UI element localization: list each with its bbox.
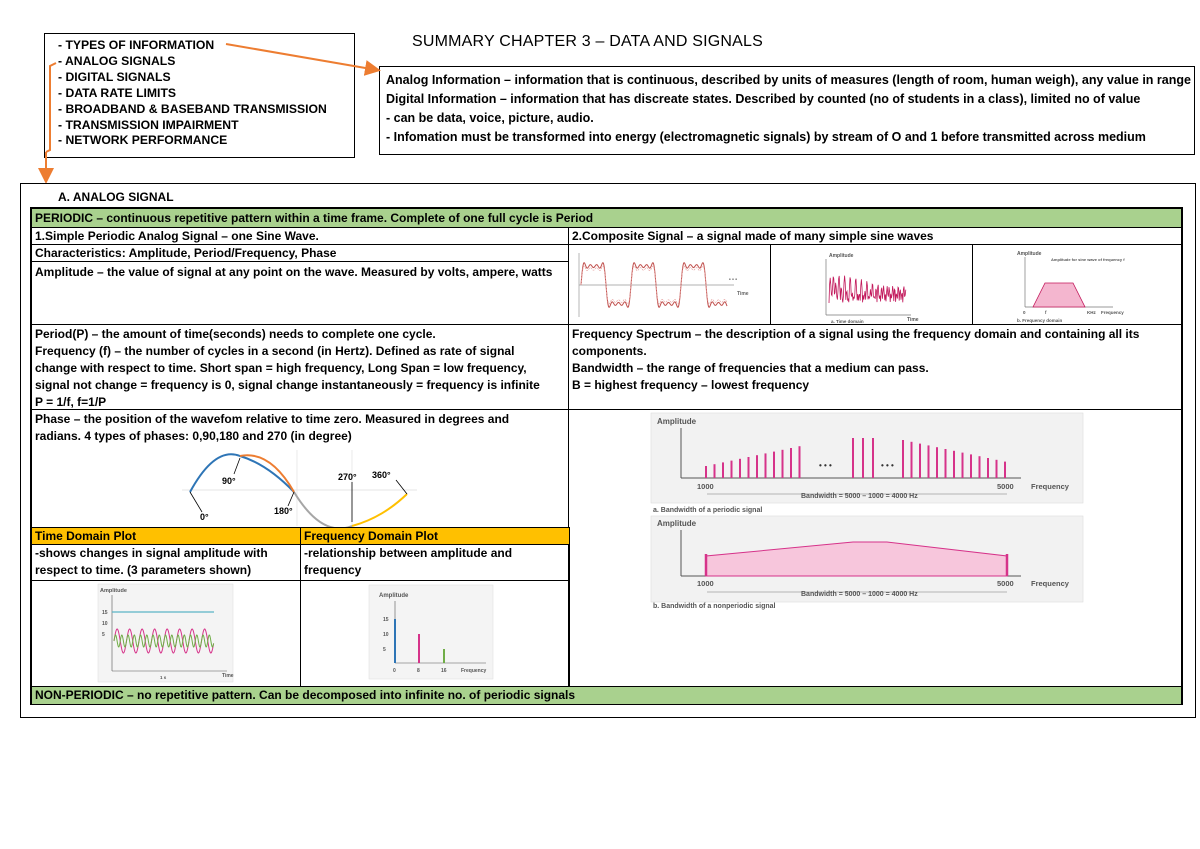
period-frequency-cell xyxy=(31,324,569,410)
dots-label: • • • xyxy=(729,277,738,283)
period-label: 1 s xyxy=(160,675,167,680)
tick: KHz xyxy=(1087,310,1096,315)
bandwidth-periodic-figure xyxy=(651,413,1083,514)
composite-wave-figure xyxy=(568,244,771,325)
amplitude-label: Amplitude xyxy=(100,588,127,594)
time-domain-description: -shows changes in signal amplitude with respect to time. (3 parameters shown) xyxy=(31,544,301,581)
caption: b. Frequency domain xyxy=(1017,318,1063,323)
tick: 15 xyxy=(102,610,108,616)
frequency-domain-description: -relationship between amplitude and frequency xyxy=(300,544,570,581)
dots: • • • xyxy=(819,461,832,470)
section-heading: A. ANALOG SIGNAL xyxy=(58,190,174,204)
bracket-line xyxy=(46,63,56,152)
topic-item: - TYPES OF INFORMATION xyxy=(58,38,215,52)
phase-segment-90-180 xyxy=(240,455,294,492)
text-line: radians. 4 types of phases: 0,90,180 and 270 (in degree) xyxy=(35,429,352,443)
page-title: SUMMARY CHAPTER 3 – DATA AND SIGNALS xyxy=(412,33,763,50)
note-label: Amplitude for sine wave of frequency f xyxy=(1051,257,1125,262)
time-axis-label: Time xyxy=(737,291,749,297)
text-line: B = highest frequency – lowest frequency xyxy=(572,378,810,392)
topic-item: - DIGITAL SIGNALS xyxy=(58,69,171,84)
info-line: - Infomation must be transformed into energy (electromagnetic signals) by stream of O and 1 before transmitted across medium xyxy=(386,130,1146,144)
frequency-domain-header: Frequency Domain Plot xyxy=(300,527,570,545)
amplitude-definition: Amplitude – the value of signal at any point on the wave. Measured by volts, ampere, watts xyxy=(31,261,569,325)
caption: a. Bandwidth of a periodic signal xyxy=(653,507,763,514)
frequency-label: Frequency xyxy=(1101,310,1124,315)
tick: 8 xyxy=(417,668,420,674)
phase-segment-180-270 xyxy=(294,492,352,528)
analog-signal-table xyxy=(30,207,1183,705)
topic-item: - DATA RATE LIMITS xyxy=(58,85,177,100)
caption: b. Bandwidth of a nonperiodic signal xyxy=(653,603,776,610)
text-line: Phase – the position of the wavefom relative to time zero. Measured in degrees and xyxy=(35,412,510,426)
composite-signal-heading: 2.Composite Signal – a signal made of many simple sine waves xyxy=(568,227,1182,245)
bandwidth-nonperiodic-figure xyxy=(651,516,1083,610)
text-line: Period(P) – the amount of time(seconds) needs to complete one cycle. xyxy=(35,327,436,341)
periodic-header: PERIODIC – continuous repetitive pattern within a time frame. Complete of one full cycle is Period xyxy=(31,208,1182,228)
time-domain-figure xyxy=(770,244,973,325)
bandwidth-equation: Bandwidth = 5000 – 1000 = 4000 Hz xyxy=(801,493,918,500)
time-domain-svg xyxy=(771,245,972,324)
topic-item: - ANALOG SIGNALS xyxy=(58,53,176,68)
text-line: change with respect to time. Short span = high frequency, Long Span = low frequency, xyxy=(35,361,527,375)
frequency-label: Frequency xyxy=(461,668,487,674)
frequency-domain-svg xyxy=(973,245,1181,324)
low-frequency-label: 1000 xyxy=(697,482,714,491)
info-line: Digital Information – information that has discreate states. Described by counted (no of students in a class), limited no of value xyxy=(386,92,1141,106)
high-frequency-label: 5000 xyxy=(997,579,1014,588)
text-line: signal not change = frequency is 0, signal change instantaneously = frequency is infinite xyxy=(35,378,540,392)
simple-signal-heading: 1.Simple Periodic Analog Signal – one Sine Wave. xyxy=(31,227,569,245)
time-label: Time xyxy=(222,673,234,679)
phase-cell xyxy=(31,409,569,528)
tick: 15 xyxy=(383,617,389,623)
spectrum-cell xyxy=(568,324,1182,410)
text-line: Bandwidth – the range of frequencies that a medium can pass. xyxy=(572,361,929,375)
topic-item: - NETWORK PERFORMANCE xyxy=(58,133,228,148)
topic-item: - TRANSMISSION IMPAIRMENT xyxy=(58,117,239,132)
time-label: Time xyxy=(907,317,919,323)
frequency-domain-plot xyxy=(301,581,569,686)
spectrum-shape xyxy=(1033,283,1085,307)
info-line: - can be data, voice, picture, audio. xyxy=(386,111,594,125)
low-frequency-label: 1000 xyxy=(697,579,714,588)
frequency-domain-figure xyxy=(972,244,1182,325)
frequency-label: Frequency xyxy=(1031,482,1069,491)
time-domain-plot xyxy=(32,581,300,686)
tick: 5 xyxy=(383,647,386,653)
phase-segment-270-360 xyxy=(352,494,407,526)
phase-label-270: 270° xyxy=(338,472,357,482)
phase-label-0: 0° xyxy=(200,512,209,522)
tick: 10 xyxy=(383,632,389,638)
text-line: P = 1/f, f=1/P xyxy=(35,395,107,409)
bandwidth-figures-cell xyxy=(568,409,1182,687)
phase-label-360: 360° xyxy=(372,470,391,480)
amplitude-label: Amplitude xyxy=(379,593,409,599)
composite-wave-svg xyxy=(569,245,770,324)
text-line: Frequency Spectrum – the description of a signal using the frequency domain and containing all its xyxy=(572,327,1140,341)
tick: 10 xyxy=(102,621,108,627)
text-line: Frequency (f) – the number of cycles in a second (in Hertz). Defined as rate of signal xyxy=(35,344,515,358)
tick: 0 xyxy=(393,668,396,674)
tick: 0 xyxy=(1023,310,1026,315)
dots: • • • xyxy=(881,461,894,470)
topic-item: - BROADBAND & BASEBAND TRANSMISSION xyxy=(58,101,327,116)
bandwidth-equation: Bandwidth = 5000 – 1000 = 4000 Hz xyxy=(801,591,918,598)
arrow-to-info xyxy=(226,44,377,70)
phase-segment-0-90 xyxy=(190,454,294,492)
caption: a. Time domain xyxy=(831,319,864,324)
info-line: Analog Information – information that is continuous, described by units of measures (length of room, human weigh), any value in range xyxy=(386,73,1191,87)
characteristics-label: Characteristics: Amplitude, Period/Frequency, Phase xyxy=(31,244,569,262)
phase-label-90: 90° xyxy=(222,476,236,486)
frequency-domain-plot-cell xyxy=(300,580,570,687)
amplitude-label: Amplitude xyxy=(657,519,697,528)
tick: f xyxy=(1045,310,1047,315)
phase-sine-svg xyxy=(182,448,422,528)
phase-label-180: 180° xyxy=(274,506,293,516)
tick: 5 xyxy=(102,632,105,638)
connector-arrows xyxy=(0,0,1200,200)
amplitude-label: Amplitude xyxy=(657,417,697,426)
amplitude-label: Amplitude xyxy=(1017,251,1042,257)
frequency-label: Frequency xyxy=(1031,579,1069,588)
nonperiodic-header: NON-PERIODIC – no repetitive pattern. Can be decomposed into infinite no. of periodic signals xyxy=(31,686,1182,705)
amplitude-label: Amplitude xyxy=(829,253,854,259)
tick: 16 xyxy=(441,668,447,674)
time-domain-plot-cell xyxy=(31,580,301,687)
time-domain-header: Time Domain Plot xyxy=(31,527,301,545)
high-frequency-label: 5000 xyxy=(997,482,1014,491)
text-line: components. xyxy=(572,344,647,358)
bandwidth-svg xyxy=(569,410,1181,686)
